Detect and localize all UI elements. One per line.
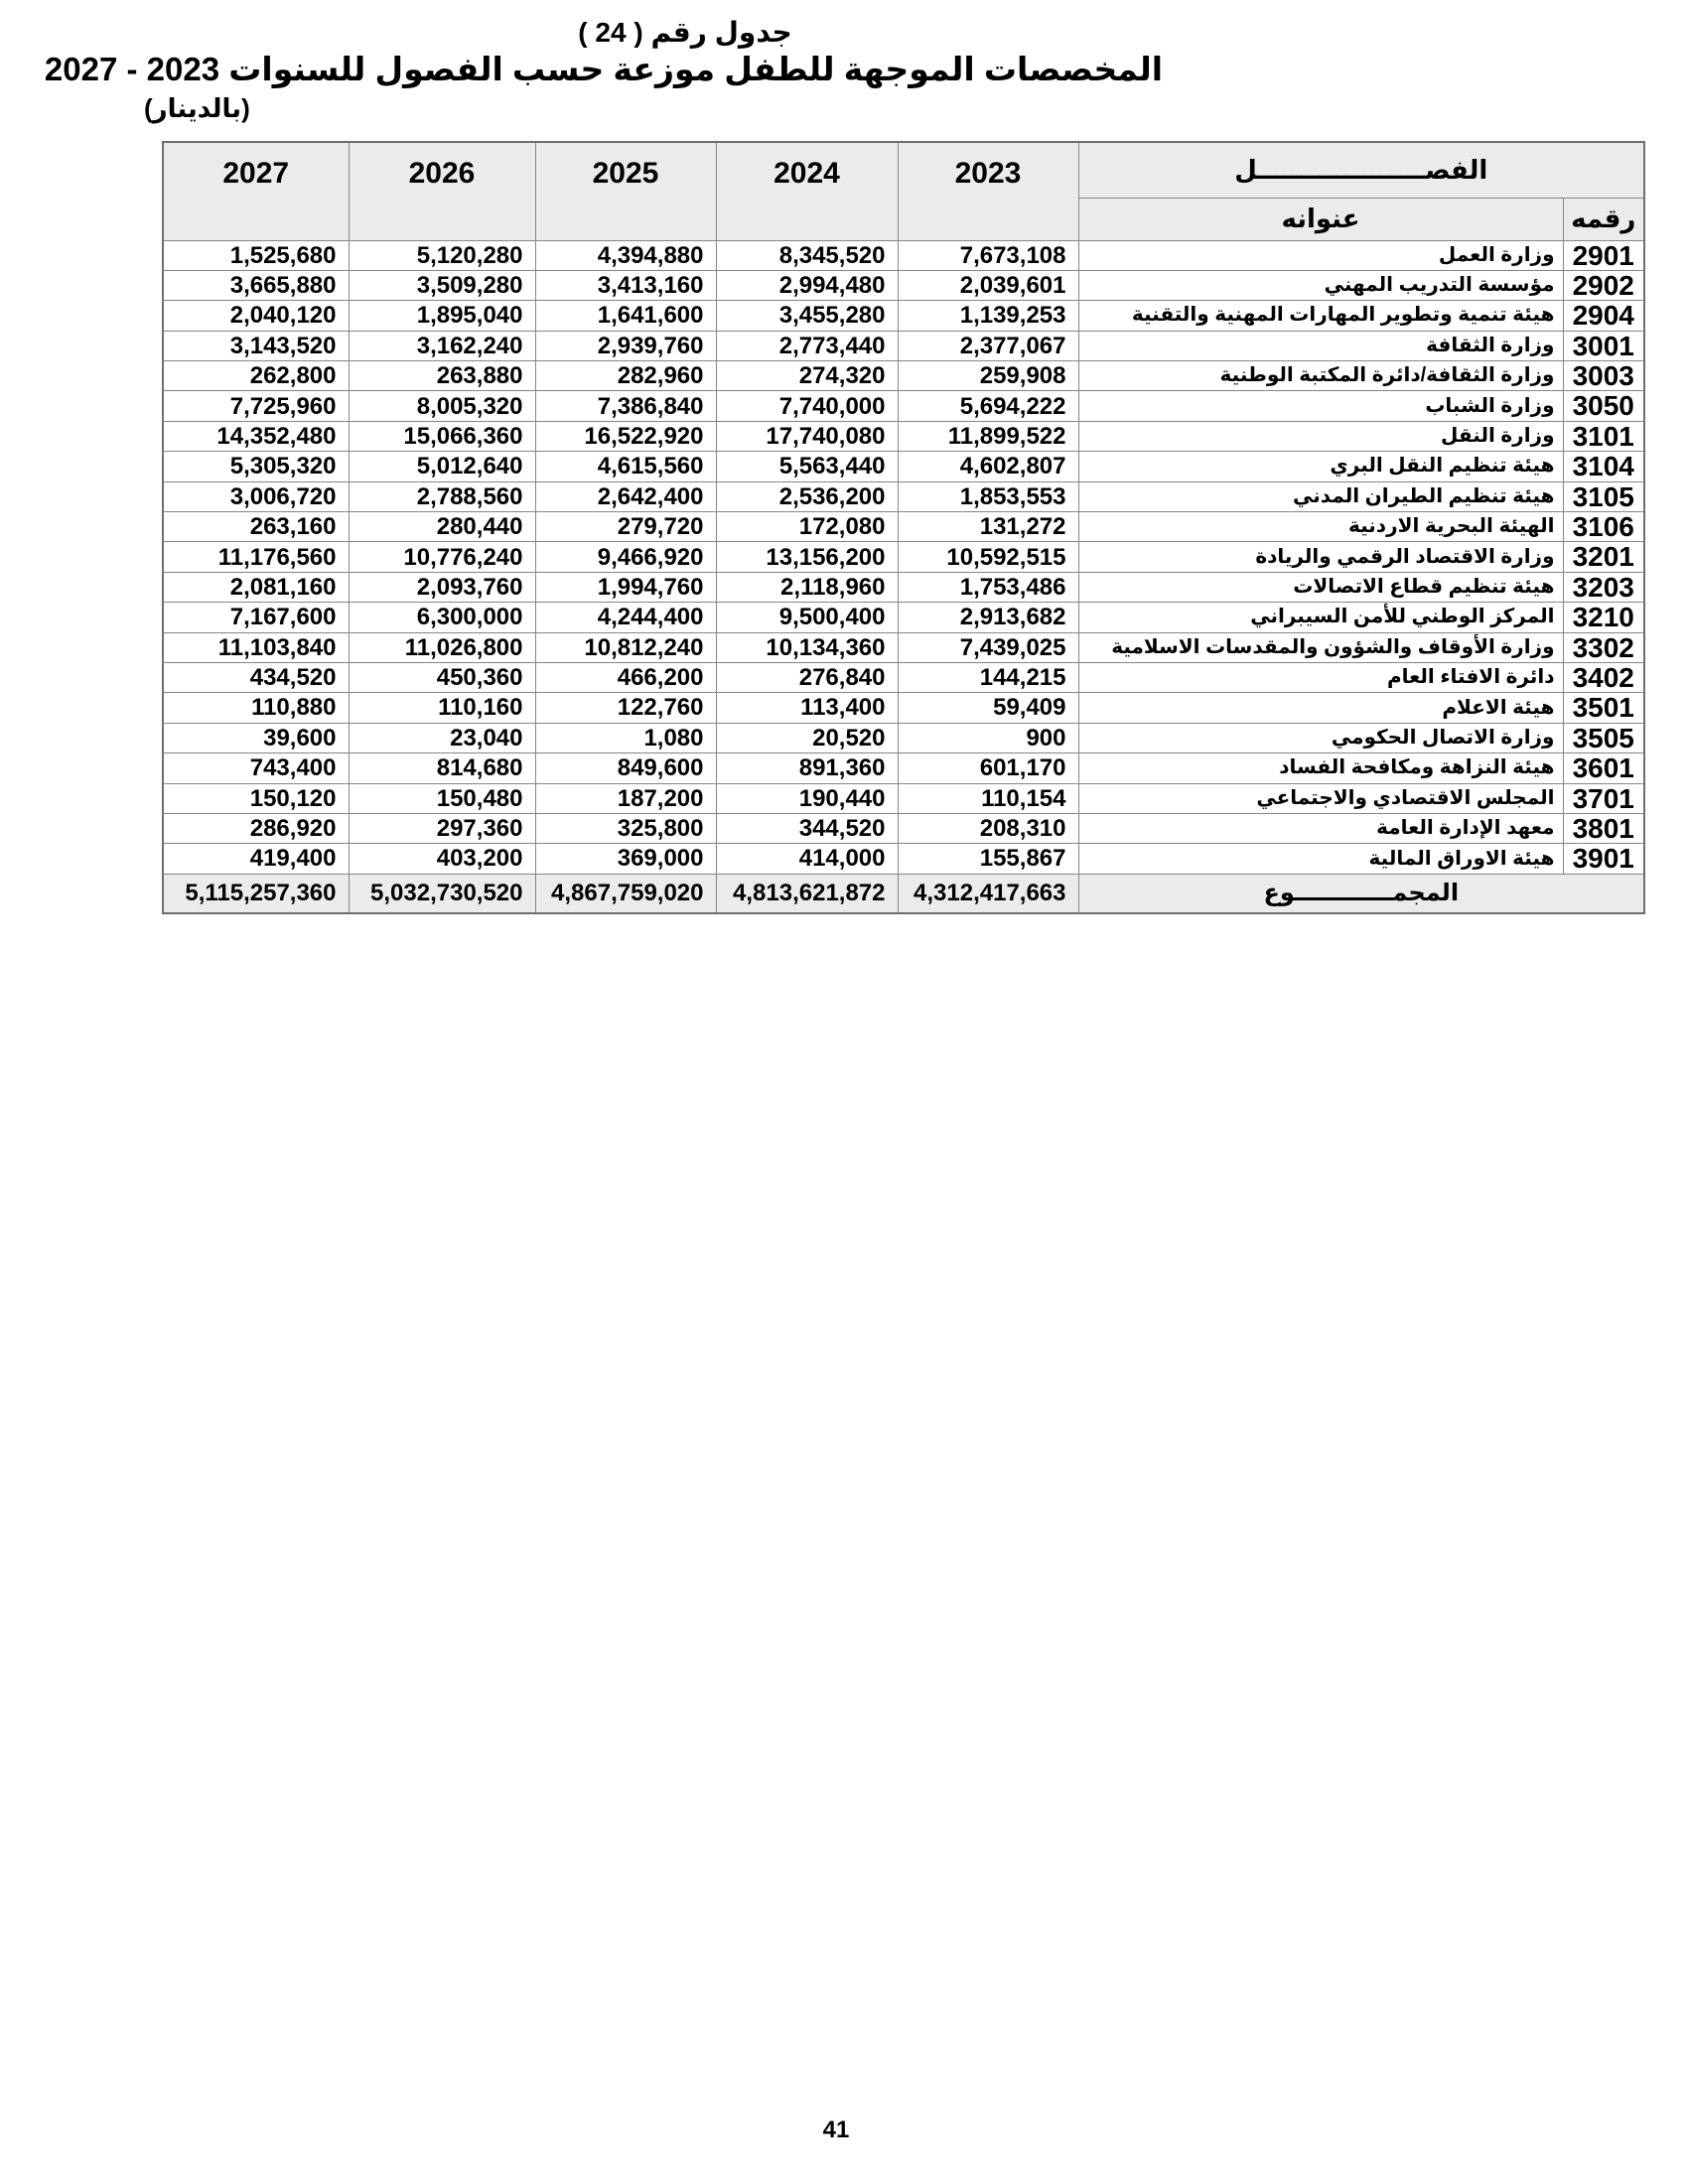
value-cell-2023: 259,908	[898, 361, 1078, 391]
chapter-code-cell: 3050	[1563, 391, 1644, 421]
value-cell-2024: 274,320	[716, 361, 898, 391]
value-cell-2027: 11,103,840	[163, 632, 349, 662]
year-header-2023: 2023	[898, 142, 1078, 240]
table-row	[163, 723, 1644, 752]
table-row	[163, 421, 1644, 451]
table-row	[163, 572, 1644, 602]
value-cell-2025: 1,994,760	[535, 572, 716, 602]
total-value-2025: 4,867,759,020	[535, 874, 716, 913]
value-cell-2025: 7,386,840	[535, 391, 716, 421]
chapter-code-cell: 3601	[1563, 753, 1644, 783]
value-cell-2024: 276,840	[716, 662, 898, 692]
value-cell-2025: 1,080	[535, 723, 716, 752]
value-cell-2023: 7,439,025	[898, 632, 1078, 662]
chapter-code-cell: 3203	[1563, 572, 1644, 602]
chapter-code-cell: 3101	[1563, 421, 1644, 451]
chapter-title-cell: دائرة الافتاء العام	[1078, 662, 1563, 692]
value-cell-2024: 2,536,200	[716, 481, 898, 511]
value-cell-2026: 450,360	[349, 662, 535, 692]
chapter-title-cell: الهيئة البحرية الاردنية	[1078, 512, 1563, 542]
value-cell-2024: 8,345,520	[716, 240, 898, 270]
value-cell-2026: 150,480	[349, 783, 535, 813]
chapter-code-cell: 3104	[1563, 452, 1644, 481]
value-cell-2024: 7,740,000	[716, 391, 898, 421]
value-cell-2027: 3,006,720	[163, 481, 349, 511]
table-row	[163, 844, 1644, 874]
chapter-code-cell: 3003	[1563, 361, 1644, 391]
value-cell-2026: 23,040	[349, 723, 535, 752]
table-row	[163, 512, 1644, 542]
chapter-code-cell: 3701	[1563, 783, 1644, 813]
value-cell-2027: 2,040,120	[163, 301, 349, 331]
chapter-code-cell: 3901	[1563, 844, 1644, 874]
value-cell-2027: 286,920	[163, 813, 349, 843]
value-cell-2023: 131,272	[898, 512, 1078, 542]
table-row	[163, 603, 1644, 632]
value-cell-2027: 1,525,680	[163, 240, 349, 270]
table-row	[163, 361, 1644, 391]
chapter-title-cell: وزارة العمل	[1078, 240, 1563, 270]
value-cell-2025: 187,200	[535, 783, 716, 813]
value-cell-2025: 4,394,880	[535, 240, 716, 270]
value-cell-2024: 17,740,080	[716, 421, 898, 451]
value-cell-2025: 10,812,240	[535, 632, 716, 662]
chapter-title-cell: معهد الإدارة العامة	[1078, 813, 1563, 843]
table-row	[163, 662, 1644, 692]
value-cell-2025: 4,615,560	[535, 452, 716, 481]
value-cell-2023: 1,753,486	[898, 572, 1078, 602]
total-value-2023: 4,312,417,663	[898, 874, 1078, 913]
value-cell-2023: 2,913,682	[898, 603, 1078, 632]
value-cell-2024: 344,520	[716, 813, 898, 843]
table-row	[163, 452, 1644, 481]
value-cell-2025: 1,641,600	[535, 301, 716, 331]
table-number-title: جدول رقم ( 24 )	[578, 17, 792, 48]
chapter-code-cell: 3210	[1563, 603, 1644, 632]
value-cell-2027: 263,160	[163, 512, 349, 542]
value-cell-2026: 280,440	[349, 512, 535, 542]
chapter-title-cell: هيئة الاوراق المالية	[1078, 844, 1563, 874]
value-cell-2024: 9,500,400	[716, 603, 898, 632]
value-cell-2025: 4,244,400	[535, 603, 716, 632]
value-cell-2026: 263,880	[349, 361, 535, 391]
value-cell-2024: 13,156,200	[716, 542, 898, 572]
value-cell-2024: 2,118,960	[716, 572, 898, 602]
value-cell-2026: 403,200	[349, 844, 535, 874]
value-cell-2024: 5,563,440	[716, 452, 898, 481]
value-cell-2023: 110,154	[898, 783, 1078, 813]
table-header	[163, 142, 1644, 240]
value-cell-2027: 7,725,960	[163, 391, 349, 421]
value-cell-2026: 10,776,240	[349, 542, 535, 572]
value-cell-2023: 7,673,108	[898, 240, 1078, 270]
value-cell-2023: 2,039,601	[898, 270, 1078, 300]
value-cell-2024: 113,400	[716, 693, 898, 723]
table-subject-title: المخصصات الموجهة للطفل موزعة حسب الفصول للسنوات 2023 - 2027	[44, 51, 1164, 87]
value-cell-2025: 2,642,400	[535, 481, 716, 511]
value-cell-2026: 5,012,640	[349, 452, 535, 481]
chapter-title-cell: مؤسسة التدريب المهني	[1078, 270, 1563, 300]
value-cell-2024: 2,994,480	[716, 270, 898, 300]
table-body	[163, 240, 1644, 874]
chapter-code-cell: 3001	[1563, 331, 1644, 360]
chapter-code-cell: 3801	[1563, 813, 1644, 843]
year-header-2027: 2027	[163, 142, 349, 240]
value-cell-2027: 5,305,320	[163, 452, 349, 481]
value-cell-2025: 325,800	[535, 813, 716, 843]
table-row	[163, 301, 1644, 331]
value-cell-2027: 110,880	[163, 693, 349, 723]
year-header-2025: 2025	[535, 142, 716, 240]
value-cell-2024: 891,360	[716, 753, 898, 783]
value-cell-2023: 5,694,222	[898, 391, 1078, 421]
total-row	[163, 874, 1644, 913]
value-cell-2024: 190,440	[716, 783, 898, 813]
chapter-code-subheader: رقمه	[1563, 198, 1644, 240]
chapter-title-cell: المجلس الاقتصادي والاجتماعي	[1078, 783, 1563, 813]
value-cell-2024: 20,520	[716, 723, 898, 752]
chapter-title-cell: وزارة النقل	[1078, 421, 1563, 451]
value-cell-2023: 155,867	[898, 844, 1078, 874]
chapter-title-cell: وزارة الاقتصاد الرقمي والريادة	[1078, 542, 1563, 572]
chapter-title-cell: هيئة تنمية وتطوير المهارات المهنية والتقنية	[1078, 301, 1563, 331]
value-cell-2025: 282,960	[535, 361, 716, 391]
chapter-title-cell: هيئة تنظيم قطاع الاتصالات	[1078, 572, 1563, 602]
total-value-2024: 4,813,621,872	[716, 874, 898, 913]
chapter-title-cell: المركز الوطني للأمن السيبراني	[1078, 603, 1563, 632]
value-cell-2026: 8,005,320	[349, 391, 535, 421]
chapter-code-cell: 3402	[1563, 662, 1644, 692]
table-row	[163, 693, 1644, 723]
value-cell-2023: 601,170	[898, 753, 1078, 783]
value-cell-2026: 11,026,800	[349, 632, 535, 662]
chapter-title-cell: وزارة الاتصال الحكومي	[1078, 723, 1563, 752]
value-cell-2023: 208,310	[898, 813, 1078, 843]
value-cell-2023: 4,602,807	[898, 452, 1078, 481]
chapter-code-cell: 2904	[1563, 301, 1644, 331]
value-cell-2025: 2,939,760	[535, 331, 716, 360]
table-row	[163, 542, 1644, 572]
value-cell-2025: 3,413,160	[535, 270, 716, 300]
page-number: 41	[822, 2116, 850, 2143]
value-cell-2024: 414,000	[716, 844, 898, 874]
value-cell-2023: 144,215	[898, 662, 1078, 692]
chapter-code-cell: 3105	[1563, 481, 1644, 511]
chapter-title-subheader: عنوانه	[1078, 198, 1563, 240]
chapter-header: الفصـــــــــــــــــــل	[1078, 142, 1644, 198]
table-row	[163, 753, 1644, 783]
table-row	[163, 270, 1644, 300]
table-row	[163, 632, 1644, 662]
value-cell-2026: 15,066,360	[349, 421, 535, 451]
value-cell-2023: 11,899,522	[898, 421, 1078, 451]
value-cell-2026: 297,360	[349, 813, 535, 843]
value-cell-2027: 150,120	[163, 783, 349, 813]
value-cell-2024: 172,080	[716, 512, 898, 542]
value-cell-2027: 419,400	[163, 844, 349, 874]
value-cell-2025: 122,760	[535, 693, 716, 723]
table-row	[163, 481, 1644, 511]
value-cell-2027: 3,665,880	[163, 270, 349, 300]
value-cell-2026: 110,160	[349, 693, 535, 723]
value-cell-2025: 16,522,920	[535, 421, 716, 451]
value-cell-2027: 7,167,600	[163, 603, 349, 632]
chapter-title-cell: وزارة الشباب	[1078, 391, 1563, 421]
value-cell-2027: 11,176,560	[163, 542, 349, 572]
value-cell-2023: 59,409	[898, 693, 1078, 723]
value-cell-2026: 1,895,040	[349, 301, 535, 331]
value-cell-2023: 1,853,553	[898, 481, 1078, 511]
allocations-table	[162, 141, 1645, 914]
value-cell-2023: 2,377,067	[898, 331, 1078, 360]
currency-unit-note: (بالدينار)	[144, 93, 250, 123]
chapter-title-cell: وزارة الثقافة	[1078, 331, 1563, 360]
value-cell-2026: 2,093,760	[349, 572, 535, 602]
chapter-code-cell: 2902	[1563, 270, 1644, 300]
chapter-code-cell: 3302	[1563, 632, 1644, 662]
value-cell-2025: 849,600	[535, 753, 716, 783]
chapter-code-cell: 3106	[1563, 512, 1644, 542]
value-cell-2026: 2,788,560	[349, 481, 535, 511]
chapter-title-cell: هيئة النزاهة ومكافحة الفساد	[1078, 753, 1563, 783]
table-row	[163, 240, 1644, 270]
value-cell-2023: 10,592,515	[898, 542, 1078, 572]
total-value-2026: 5,032,730,520	[349, 874, 535, 913]
value-cell-2027: 262,800	[163, 361, 349, 391]
table-row	[163, 391, 1644, 421]
value-cell-2026: 3,509,280	[349, 270, 535, 300]
chapter-title-cell: وزارة الثقافة/دائرة المكتبة الوطنية	[1078, 361, 1563, 391]
value-cell-2025: 369,000	[535, 844, 716, 874]
value-cell-2025: 466,200	[535, 662, 716, 692]
chapter-code-cell: 3501	[1563, 693, 1644, 723]
value-cell-2027: 39,600	[163, 723, 349, 752]
value-cell-2024: 10,134,360	[716, 632, 898, 662]
chapter-title-cell: هيئة تنظيم النقل البري	[1078, 452, 1563, 481]
chapter-code-cell: 3505	[1563, 723, 1644, 752]
value-cell-2024: 3,455,280	[716, 301, 898, 331]
chapter-title-cell: هيئة الاعلام	[1078, 693, 1563, 723]
table-row	[163, 331, 1644, 360]
value-cell-2023: 1,139,253	[898, 301, 1078, 331]
value-cell-2027: 14,352,480	[163, 421, 349, 451]
total-label: المجمــــــــــــوع	[1078, 874, 1644, 913]
value-cell-2025: 9,466,920	[535, 542, 716, 572]
chapter-code-cell: 2901	[1563, 240, 1644, 270]
table-row	[163, 783, 1644, 813]
value-cell-2027: 743,400	[163, 753, 349, 783]
year-header-2026: 2026	[349, 142, 535, 240]
value-cell-2026: 6,300,000	[349, 603, 535, 632]
value-cell-2027: 3,143,520	[163, 331, 349, 360]
value-cell-2026: 814,680	[349, 753, 535, 783]
table-footer	[163, 874, 1644, 913]
table-row	[163, 813, 1644, 843]
value-cell-2025: 279,720	[535, 512, 716, 542]
total-value-2027: 5,115,257,360	[163, 874, 349, 913]
value-cell-2027: 2,081,160	[163, 572, 349, 602]
value-cell-2023: 900	[898, 723, 1078, 752]
value-cell-2027: 434,520	[163, 662, 349, 692]
chapter-code-cell: 3201	[1563, 542, 1644, 572]
chapter-title-cell: هيئة تنظيم الطيران المدني	[1078, 481, 1563, 511]
year-header-2024: 2024	[716, 142, 898, 240]
chapter-title-cell: وزارة الأوقاف والشؤون والمقدسات الاسلامية	[1078, 632, 1563, 662]
value-cell-2024: 2,773,440	[716, 331, 898, 360]
value-cell-2026: 3,162,240	[349, 331, 535, 360]
value-cell-2026: 5,120,280	[349, 240, 535, 270]
